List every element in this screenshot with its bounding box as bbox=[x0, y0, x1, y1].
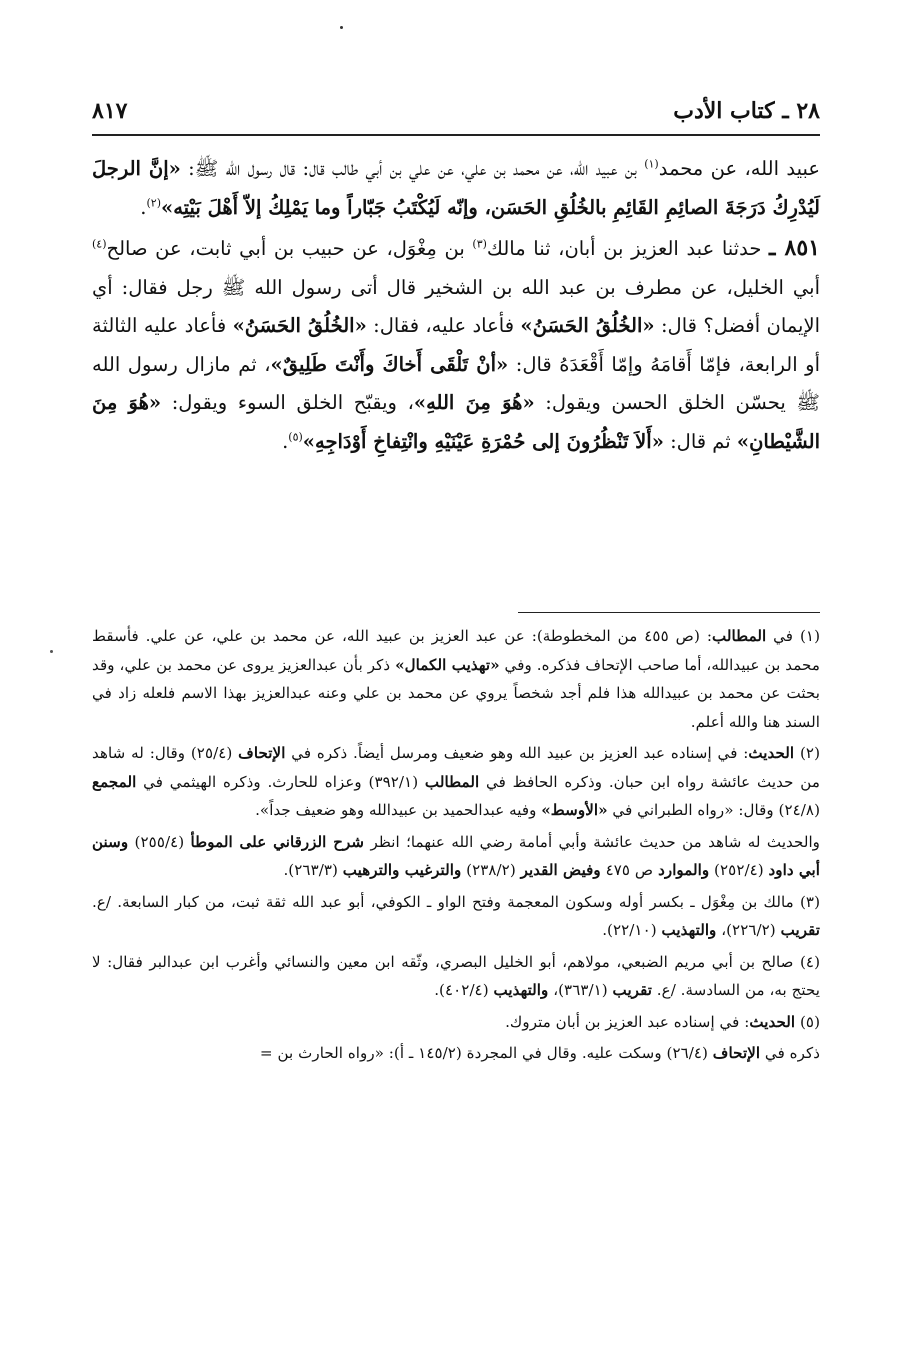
source-name: والترغيب والترهيب bbox=[342, 861, 462, 879]
footnote-2-continued bbox=[92, 828, 820, 885]
footnotes bbox=[92, 622, 820, 1071]
hadith-text: «الخُلُقُ الحَسَنُ» bbox=[520, 314, 655, 337]
chapter-title: ٢٨ ـ كتاب الأدب bbox=[673, 98, 820, 124]
text-run: . bbox=[140, 195, 147, 219]
footnote-ref-5: (٥) bbox=[288, 430, 303, 443]
text-run: (٣٩٢/١) وعزاه للحارث. وذكره الهيثمي في bbox=[136, 772, 425, 791]
source-name: المطالب bbox=[424, 772, 480, 791]
source-name: الإتحاف bbox=[712, 1044, 761, 1062]
text-run: عبيد الله، عن محمد bbox=[658, 157, 820, 180]
main-text bbox=[92, 150, 820, 461]
text-run: (٤) صالح بن أبي مريم الضبعي، مولاهم، أبو الخليل البصري، وثّقه ابن معين والنسائي وأغرب ابن عبدالبر فقال: لا يحتج به، من السادسة. /ع. bbox=[92, 952, 820, 999]
source-name: تقريب bbox=[612, 981, 652, 999]
source-name: الإتحاف bbox=[238, 744, 286, 762]
footnote-ref-2: (٢) bbox=[146, 196, 161, 209]
source-name: والتهذيب bbox=[661, 921, 717, 939]
footnote-5-continued bbox=[92, 1039, 820, 1068]
hadith-number: ٨٥١ ـ bbox=[769, 235, 820, 261]
text-run: وفيه عبدالحميد بن عبيدالله وهو ضعيف جداً». bbox=[255, 801, 542, 819]
text-run: حدثنا عبد العزيز بن أبان، ثنا مالك bbox=[486, 237, 769, 260]
hadith-text: «الخُلُقُ الحَسَنُ» bbox=[232, 314, 367, 337]
footnote-ref-3: (٣) bbox=[472, 237, 487, 251]
text-run: فأعاد عليه، فقال: bbox=[366, 314, 521, 337]
text-run: : في إسناده عبد العزيز بن عبيد الله وهو ضعيف ومرسل أيضاً. ذكره في bbox=[285, 744, 749, 762]
text-run: ، ثم مازال رسول الله ﷺ يحسّن الخلق الحسن ويقول: bbox=[92, 352, 820, 414]
text-run: ذكره في bbox=[760, 1044, 820, 1062]
text-run: (٢٢/١٠). bbox=[602, 921, 662, 939]
text-run: (٣٦٣/١)، bbox=[548, 981, 613, 999]
source-name: والتهذيب bbox=[493, 981, 549, 999]
source-name: المجمع bbox=[92, 772, 137, 791]
text-run: (٢٣٨/٢) bbox=[461, 861, 521, 879]
scan-speck bbox=[340, 26, 343, 29]
text-run: (١) في bbox=[766, 627, 820, 645]
text-run: (٢٢٦/٢)، bbox=[716, 921, 781, 939]
source-name: «تهذيب الكمال» bbox=[395, 655, 500, 674]
text-run: ص ٤٧٥ bbox=[600, 861, 659, 879]
text-run: والحديث له شاهد من حديث عائشة وأبي أمامة رضي الله عنهما؛ انظر bbox=[364, 832, 820, 851]
source-name: «الأوسط» bbox=[541, 801, 608, 819]
text-run: (٢) bbox=[794, 744, 820, 762]
hadith-text: «إنَّ الرجلَ لَيُدْرِكُ دَرَجَةَ الصائِمِ القَائِمِ بالخُلُقِ الحَسَن، وإنّه لَيُكْتَبُ جَبّاراً وما يَمْلِكُ إلاّ أَهْلَ بَيْتِه» bbox=[92, 157, 820, 219]
text-run: (٢٦٣/٣). bbox=[283, 861, 343, 879]
footnote-3 bbox=[92, 888, 820, 945]
source-name: الحديث bbox=[749, 1012, 796, 1031]
text-run: ، ويقبّح الخلق السوء ويقول: bbox=[161, 391, 414, 414]
source-name: الحديث bbox=[748, 744, 795, 762]
source-name: المطالب bbox=[711, 627, 767, 645]
text-run: (٥) bbox=[795, 1012, 820, 1031]
text-run: ذكر بأن عبدالعزيز يروى عن محمد بن علي، وقد بحثت عن محمد بن عبيدالله هذا فلم أجد شخصاً يروي عن محمد بن علي وعنه عبدالعزيز بهذا الاسم فلعله زاد في السند هنا والله أعلم. bbox=[92, 655, 820, 731]
source-name: تقريب bbox=[780, 921, 820, 939]
text-run: بن عبيد الله، عن محمد بن علي، عن علي بن أبي طالب قال: قال رسول الله ﷺ: bbox=[180, 157, 645, 180]
text-run: (٢٥٢/٤) bbox=[709, 861, 769, 879]
text-run: أبي الخليل، عن مطرف بن عبد الله بن الشخير قال أتى رسول الله ﷺ رجل فقال: أي الإيمان أفضل؟ قال: bbox=[92, 275, 821, 337]
text-run: . bbox=[282, 429, 289, 453]
text-run: : في إسناده عبد العزيز بن أبان متروك. bbox=[505, 1012, 750, 1031]
hadith-text: «هُوَ مِنَ اللهِ» bbox=[413, 391, 535, 414]
hadith-text: «أنْ تَلْقَى أَخاكَ وأَنْتَ طَلِيقٌ» bbox=[270, 352, 509, 376]
source-name: شرح الزرقاني على الموطأ bbox=[190, 832, 365, 851]
paragraph-hadith-851 bbox=[92, 229, 820, 461]
source-name: وفيض القدير bbox=[520, 861, 601, 879]
footnote-ref-1: (١) bbox=[644, 157, 659, 171]
footnote-2 bbox=[92, 739, 820, 825]
text-run: ثم قال: bbox=[663, 429, 737, 453]
footnote-5 bbox=[92, 1008, 820, 1037]
text-run: (٢٤/٨) وقال: «رواه الطبراني في bbox=[607, 801, 820, 819]
text-run: (٤٠٢/٤). bbox=[434, 981, 494, 999]
paragraph-hadith-850-end bbox=[92, 150, 820, 227]
source-name: وسنن أبي داود bbox=[92, 832, 820, 879]
page-header bbox=[92, 94, 820, 136]
text-run: (٢٦/٤) وسكت عليه. وقال في المجردة (١٤٥/٢ ـ أ): «رواه الحارث بن = bbox=[259, 1044, 713, 1062]
text-run: (٢٥/٤) وقال: له شاهد من حديث عائشة رواه ابن حبان. وذكره الحافظ في bbox=[92, 744, 820, 791]
hadith-text: «أَلاَ تَنْظُرُونَ إلى حُمْرَةِ عَيْنَيْهِ وانْتِفاخِ أَوْدَاجِهِ» bbox=[302, 429, 664, 453]
footnote-4 bbox=[92, 948, 820, 1005]
text-run: فأعاد عليه الثالثة أو الرابعة، فإمّا أَقامَهُ وإمّا أَقْعَدَهُ قال: bbox=[92, 314, 820, 376]
hadith-text: «هُوَ مِنَ الشَّيْطانِ» bbox=[92, 391, 820, 453]
page-number: ٨١٧ bbox=[92, 98, 128, 124]
source-name: والموارد bbox=[658, 861, 710, 879]
text-run: (٢٥٥/٤) bbox=[128, 832, 191, 851]
scan-speck bbox=[50, 650, 53, 653]
footnote-1 bbox=[92, 622, 820, 736]
text-run: (٣) مالك بن مِغْوَل ـ بكسر أوله وسكون المعجمة وفتح الواو ـ الكوفي، أبو عبد الله ثقة ثبت، من كبار السابعة. /ع. bbox=[92, 892, 820, 911]
footnote-separator bbox=[518, 612, 820, 613]
text-run: بن مِغْوَل، عن حبيب بن أبي ثابت، عن صالح bbox=[106, 237, 473, 260]
footnote-ref-4: (٤) bbox=[92, 237, 107, 251]
text-run: : (ص ٤٥٥ من المخطوطة): عن عبد العزيز بن عبيد الله، عن محمد بن علي، عن علي. فأسقط محمد بن عبيدالله، أما صاحب الإتحاف فذكره. وفي bbox=[92, 627, 820, 674]
